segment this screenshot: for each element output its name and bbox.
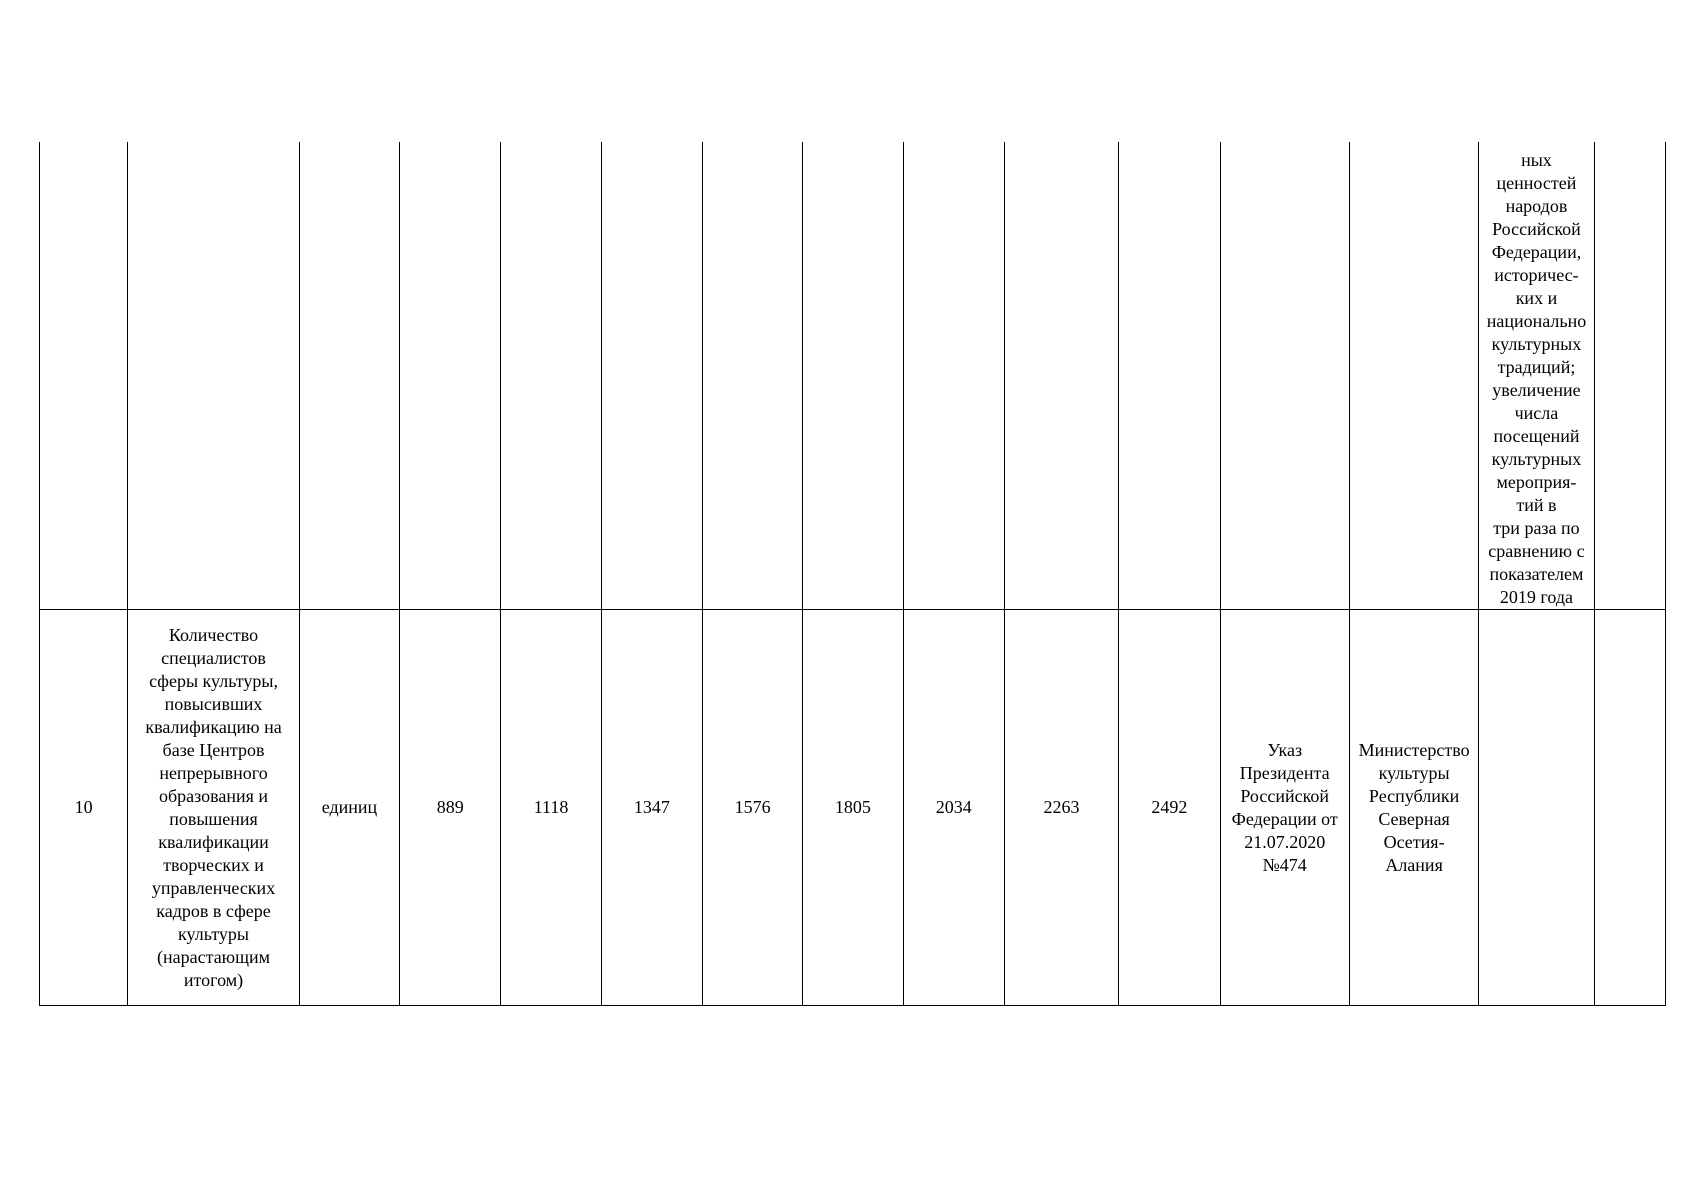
unit-cell xyxy=(299,610,399,1006)
cont-cell-value xyxy=(1004,142,1118,610)
cont-cell-value xyxy=(903,142,1004,610)
cont-cell-indicator xyxy=(128,142,300,610)
table-row xyxy=(40,610,1666,1006)
value-5: 1805 xyxy=(834,797,871,817)
value-8: 2492 xyxy=(1151,797,1188,817)
value-cell xyxy=(903,610,1004,1006)
value-cell xyxy=(702,610,802,1006)
cont-cell-value xyxy=(501,142,601,610)
goal-cell xyxy=(1479,610,1594,1006)
cont-cell-value xyxy=(1119,142,1220,610)
unit-of-measure: единиц xyxy=(321,797,378,817)
basis-cell xyxy=(1220,610,1349,1006)
continuation-row xyxy=(40,142,1666,610)
row-number: 10 xyxy=(74,797,93,817)
legal-basis: Указ Президента Российской Федерации от 21.07.2020 №474 xyxy=(1231,739,1338,875)
cont-cell-value xyxy=(601,142,702,610)
value-4: 1576 xyxy=(734,797,771,817)
cont-cell-number xyxy=(40,142,128,610)
responsible-cell xyxy=(1349,610,1478,1006)
indicator-name: Количество специалистов сферы культуры, повысивших квалификацию на базе Центров непрерывного образования и повышения квалификации творческих и управленческих кадров в сфере культуры (нарастающим итогом) xyxy=(145,624,282,990)
indicators-table xyxy=(39,142,1666,1006)
cont-cell-value xyxy=(803,142,903,610)
value-cell xyxy=(1119,610,1220,1006)
value-cell xyxy=(1004,610,1118,1006)
value-2: 1118 xyxy=(533,797,569,817)
indicator-cell xyxy=(128,610,300,1006)
note-cell xyxy=(1594,610,1665,1006)
value-1: 889 xyxy=(436,797,464,817)
cont-cell-note xyxy=(1594,142,1665,610)
cont-cell-value xyxy=(400,142,501,610)
responsible-body: Министерство культуры Республики Северная Осетия- Алания xyxy=(1358,739,1470,875)
cont-cell-value xyxy=(702,142,802,610)
cont-cell-basis xyxy=(1220,142,1349,610)
value-3: 1347 xyxy=(633,797,670,817)
cont-cell-goal xyxy=(1479,142,1594,610)
value-6: 2034 xyxy=(935,797,972,817)
value-cell xyxy=(501,610,601,1006)
cont-cell-responsible xyxy=(1349,142,1478,610)
row-number-cell xyxy=(40,610,128,1006)
cont-cell-unit xyxy=(299,142,399,610)
value-cell xyxy=(400,610,501,1006)
value-cell xyxy=(803,610,903,1006)
value-cell xyxy=(601,610,702,1006)
goal-continuation-text: ных ценностей народов Российской Федерации, историчес- ких и национально культурных традиций; увеличение числа посещений культурных мероприя- тий в три раза по сравнению с показателем 2019 года xyxy=(1486,150,1587,607)
value-7: 2263 xyxy=(1043,797,1080,817)
